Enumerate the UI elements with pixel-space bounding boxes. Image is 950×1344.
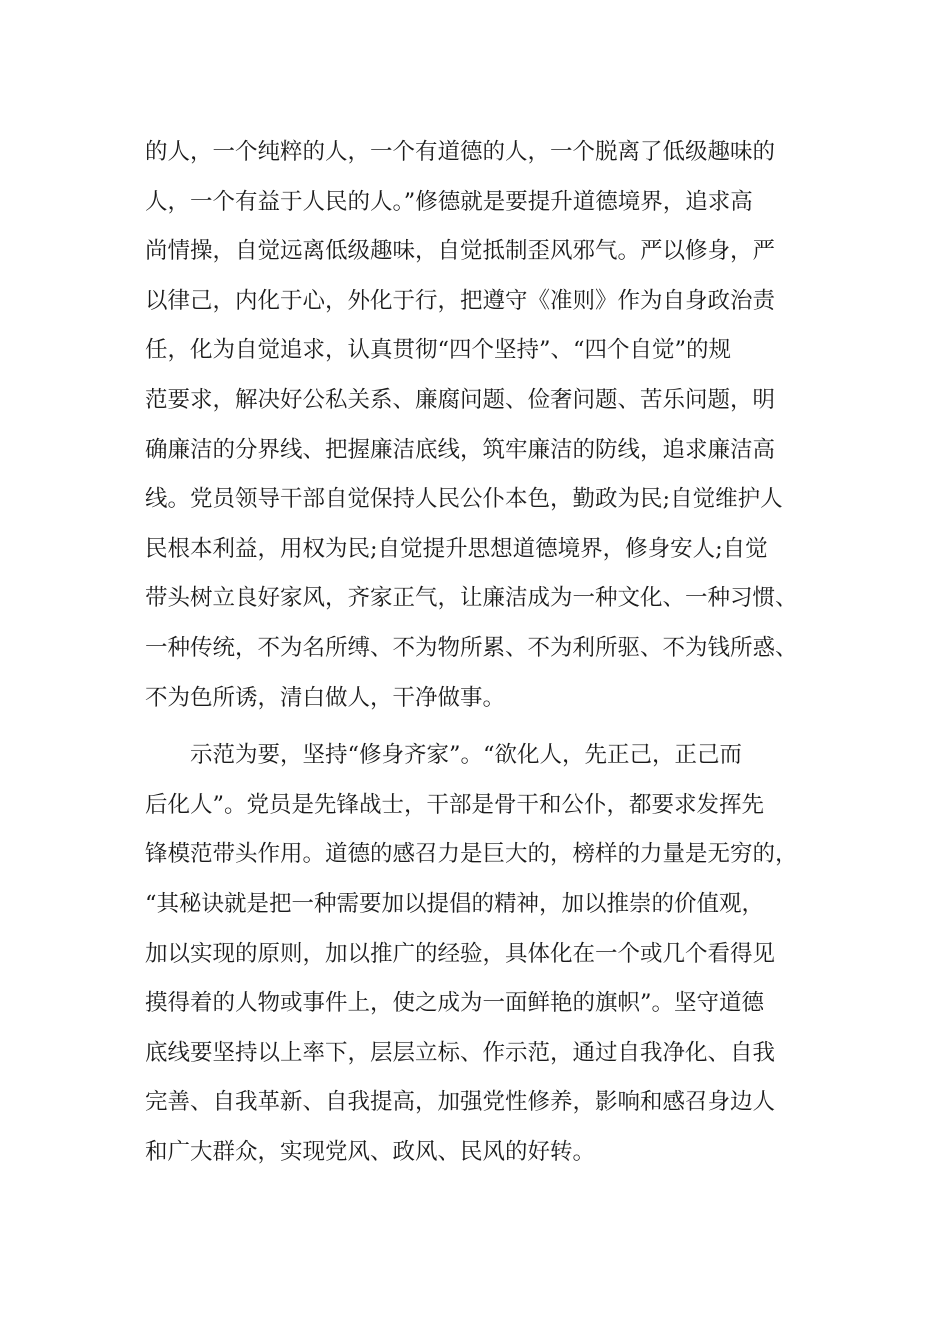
text-line: 以律己，内化于心，外化于行，把遵守《准则》作为自身政治责 — [145, 287, 776, 314]
text-line: 范要求，解决好公私关系、廉腐问题、俭奢问题、苦乐问题，明 — [145, 386, 776, 413]
text-line: 带头树立良好家风，齐家正气，让廉洁成为一种文化、一种习惯、 — [145, 585, 798, 612]
text-line: 底线要坚持以上率下，层层立标、作示范，通过自我净化、自我 — [145, 1039, 776, 1066]
text-line: “其秘诀就是把一种需要加以提倡的精神，加以推崇的价值观， — [145, 890, 765, 917]
text-line: 一种传统，不为名所缚、不为物所累、不为利所驱、不为钱所惑、 — [145, 634, 798, 661]
text-line: 不为色所诱，清白做人，干净做事。 — [145, 684, 506, 711]
text-line: 示范为要，坚持“修身齐家”。“欲化人，先正己，正己而 — [145, 742, 743, 769]
text-line: 人，一个有益于人民的人。”修德就是要提升道德境界，追求高 — [145, 188, 753, 215]
text-line: 民根本利益，用权为民;自觉提升思想道德境界，修身安人;自觉 — [145, 535, 768, 562]
text-line: 确廉洁的分界线、把握廉洁底线，筑牢廉洁的防线，追求廉洁高 — [145, 436, 776, 463]
text-line: 任，化为自觉追求，认真贯彻“四个坚持”、“四个自觉”的规 — [145, 337, 732, 364]
paragraph-1 — [145, 131, 805, 726]
text-line: 的人，一个纯粹的人，一个有道德的人，一个脱离了低级趣味的 — [145, 139, 776, 165]
paragraph-2 — [145, 734, 805, 1180]
text-line: 和广大群众，实现党风、政风、民风的好转。 — [145, 1138, 596, 1165]
text-line: 尚情操，自觉远离低级趣味，自觉抵制歪风邪气。严以修身，严 — [145, 238, 776, 265]
text-line: 加以实现的原则，加以推广的经验，具体化在一个或几个看得见 — [145, 940, 776, 967]
text-line: 线。党员领导干部自觉保持人民公仆本色，勤政为民;自觉维护人 — [145, 486, 783, 513]
text-line: 摸得着的人物或事件上，使之成为一面鲜艳的旗帜”。坚守道德 — [145, 990, 765, 1017]
document-body — [145, 131, 805, 1180]
text-line: 完善、自我革新、自我提高，加强党性修养，影响和感召身边人 — [145, 1089, 776, 1116]
paragraph-spacer — [145, 726, 805, 734]
text-line: 后化人”。党员是先锋战士，干部是骨干和公仆，都要求发挥先 — [145, 791, 765, 818]
text-line: 锋模范带头作用。道德的感召力是巨大的，榜样的力量是无穷的， — [145, 841, 798, 868]
